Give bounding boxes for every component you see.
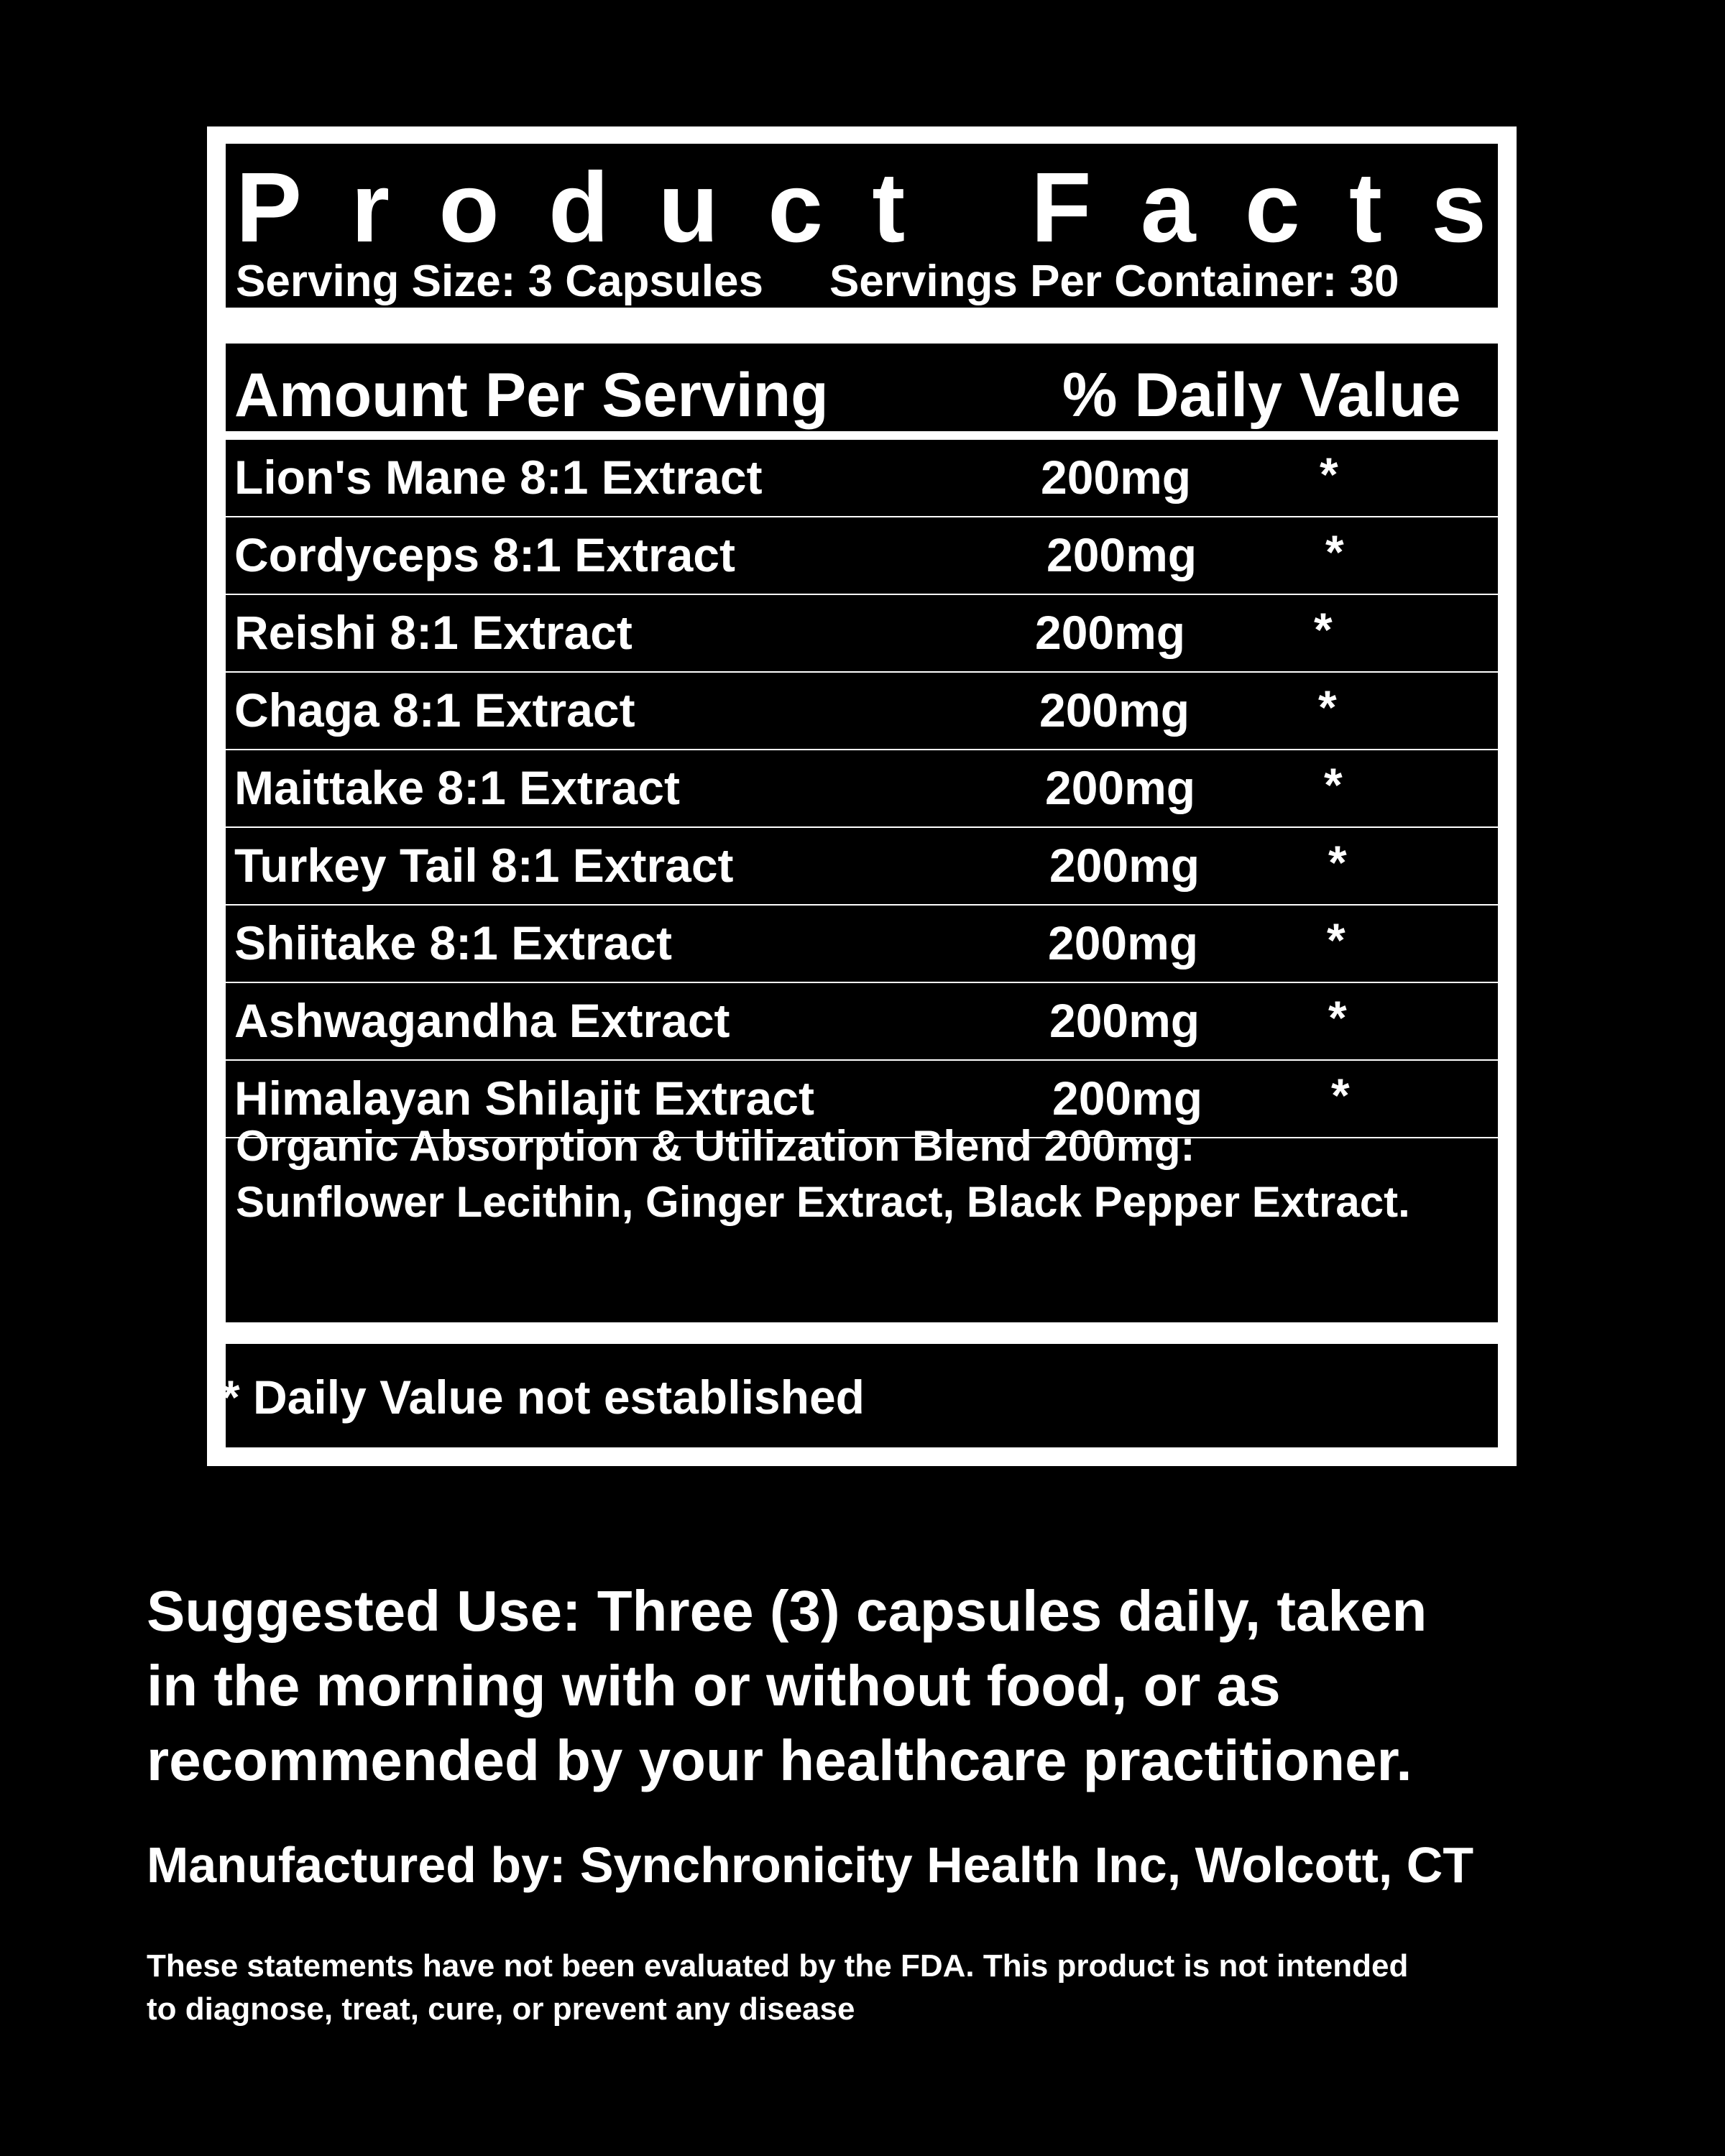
ingredient-amount: 200mg — [1046, 528, 1197, 581]
suggested-use-line: in the morning with or without food, or as — [147, 1654, 1281, 1718]
ingredient-daily-value: * — [1320, 448, 1338, 501]
manufacturer-info: Manufactured by: Synchronicity Health Inc, Wolcott, CT — [147, 1837, 1474, 1893]
title-letter: r — [351, 152, 390, 263]
ingredient-amount: 200mg — [1035, 606, 1186, 659]
ingredient-row — [226, 440, 1498, 517]
daily-value-header: % Daily Value — [1062, 361, 1461, 430]
ingredient-daily-value: * — [1328, 836, 1347, 889]
ingredient-name: Ashwagandha Extract — [234, 994, 730, 1047]
ingredient-name: Shiitake 8:1 Extract — [234, 916, 672, 969]
ingredient-row — [226, 750, 1498, 828]
suggested-use — [147, 1574, 1670, 1798]
ingredient-list — [226, 440, 1498, 1138]
label-title — [226, 154, 1498, 262]
absorption-blend — [236, 1118, 1410, 1230]
ingredient-daily-value: * — [1318, 681, 1337, 734]
ingredient-row — [226, 983, 1498, 1061]
ingredient-amount: 200mg — [1039, 683, 1190, 737]
ingredient-row — [226, 517, 1498, 595]
ingredient-amount: 200mg — [1048, 916, 1199, 969]
label-ingredients-panel — [226, 344, 1498, 1322]
ingredient-name: Lion's Mane 8:1 Extract — [234, 451, 763, 504]
suggested-use-line: recommended by your healthcare practitioner. — [147, 1728, 1412, 1792]
ingredient-amount: 200mg — [1049, 839, 1200, 892]
ingredient-daily-value: * — [1331, 1069, 1350, 1122]
ingredient-name: Himalayan Shilajit Extract — [234, 1072, 814, 1125]
title-letter: d — [548, 152, 610, 263]
disclaimer-line: to diagnose, treat, cure, or prevent any disease — [147, 1991, 855, 2027]
ingredient-row — [226, 595, 1498, 673]
title-space — [954, 154, 982, 262]
serving-size: Serving Size: 3 Capsules — [236, 257, 763, 306]
disclaimer-line: These statements have not been evaluated by the FDA. This product is not intended — [147, 1948, 1409, 1984]
ingredient-name: Maittake 8:1 Extract — [234, 761, 680, 814]
amount-per-serving-header: Amount Per Serving — [234, 361, 829, 430]
title-letter: a — [1140, 152, 1196, 263]
ingredient-daily-value: * — [1324, 758, 1343, 811]
title-letter: t — [872, 152, 906, 263]
ingredient-daily-value: * — [1327, 913, 1346, 967]
title-letter: P — [236, 152, 303, 263]
column-headers — [226, 344, 1498, 430]
ingredient-daily-value: * — [1328, 991, 1347, 1044]
ingredient-name: Cordyceps 8:1 Extract — [234, 528, 735, 581]
header-divider — [226, 431, 1498, 440]
ingredient-amount: 200mg — [1049, 994, 1200, 1047]
label-header — [226, 144, 1498, 308]
title-letter: t — [1348, 152, 1382, 263]
daily-value-footnote: * Daily Value not established — [221, 1370, 865, 1424]
ingredient-row — [226, 828, 1498, 906]
ingredient-daily-value: * — [1314, 603, 1333, 656]
ingredient-name: Turkey Tail 8:1 Extract — [234, 839, 734, 892]
ingredient-amount: 200mg — [1052, 1072, 1203, 1125]
title-letter: c — [768, 152, 823, 263]
ingredient-amount: 200mg — [1045, 761, 1196, 814]
suggested-use-line: Suggested Use: Three (3) capsules daily, taken — [147, 1579, 1427, 1643]
blend-ingredients: Sunflower Lecithin, Ginger Extract, Black Pepper Extract. — [236, 1178, 1410, 1226]
title-letter: s — [1431, 152, 1486, 263]
title-letter: o — [438, 152, 500, 263]
ingredient-daily-value: * — [1325, 525, 1344, 579]
product-facts-label — [207, 126, 1517, 1466]
ingredient-row — [226, 673, 1498, 750]
ingredient-row — [226, 906, 1498, 983]
title-letter: c — [1244, 152, 1300, 263]
servings-per-container: Servings Per Container: 30 — [829, 257, 1399, 306]
label-footnote-panel — [221, 1344, 1498, 1447]
ingredient-name: Reishi 8:1 Extract — [234, 606, 632, 659]
fda-disclaimer — [147, 1945, 1408, 2031]
ingredient-amount: 200mg — [1041, 451, 1192, 504]
ingredient-name: Chaga 8:1 Extract — [234, 683, 635, 737]
title-letter: u — [658, 152, 719, 263]
serving-info — [236, 256, 1399, 308]
blend-title: Organic Absorption & Utilization Blend 200mg: — [236, 1122, 1195, 1170]
title-letter: F — [1031, 152, 1092, 263]
